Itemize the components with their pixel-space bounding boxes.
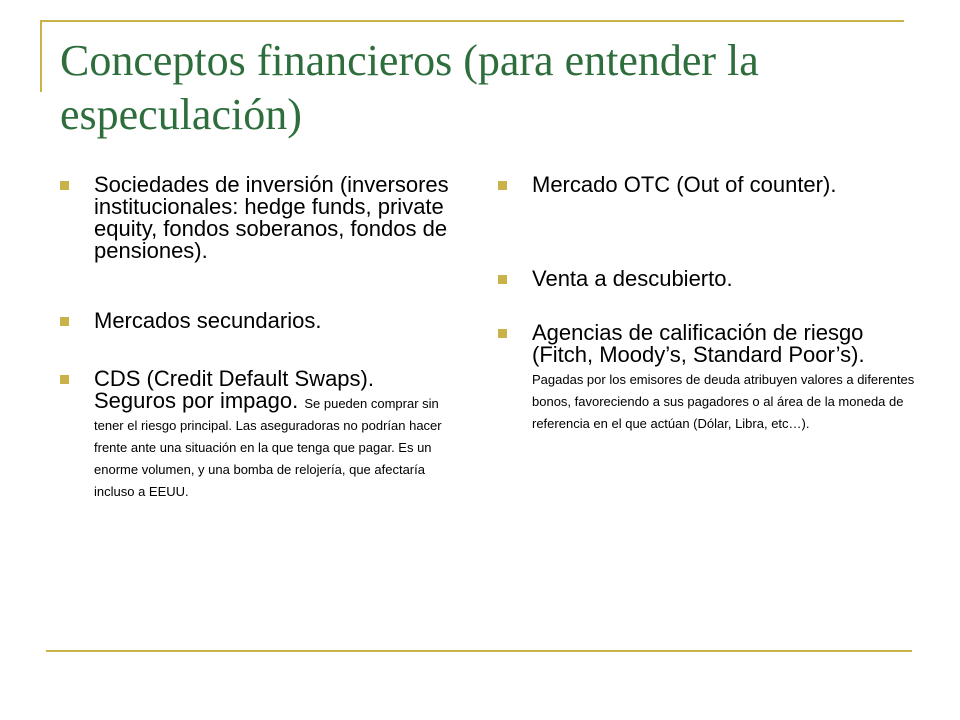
list-item-rating-agencies <box>498 322 918 432</box>
slide-title: Conceptos financieros (para entender la especulación) <box>60 36 759 139</box>
right-bullet-list <box>498 174 918 432</box>
square-bullet-icon <box>60 317 69 326</box>
square-bullet-icon <box>60 375 69 384</box>
left-bullet-list <box>60 174 460 500</box>
square-bullet-icon <box>498 329 507 338</box>
list-item-otc-market <box>498 174 918 196</box>
square-bullet-icon <box>498 275 507 284</box>
list-item-text: Sociedades de inversión (inversores institucionales: hedge funds, private equity, fondos soberanos, fondos de pensiones). <box>94 172 449 263</box>
top-vertical-rule <box>40 20 42 92</box>
list-item-cds <box>60 368 460 500</box>
list-item-note: Pagadas por los emisores de deuda atribuyen valores a diferentes bonos, favoreciendo a sus pagadores o al área de la moneda de referencia en el que actúan (Dólar, Libra, etc…). <box>532 372 915 431</box>
list-item-text: Mercados secundarios. <box>94 308 322 333</box>
list-item-investment-companies <box>60 174 460 262</box>
list-item-text: Agencias de calificación de riesgo (Fitch, Moody’s, Standard Poor’s). <box>532 320 865 367</box>
square-bullet-icon <box>60 181 69 190</box>
square-bullet-icon <box>498 181 507 190</box>
top-horizontal-rule <box>40 20 904 22</box>
list-item-text: Venta a descubierto. <box>532 266 733 291</box>
list-item-note: Se pueden comprar sin tener el riesgo principal. Las aseguradoras no podrían hacer frente ante una situación en la que tenga que pagar. Es un enorme volumen, y una bomba de relojería, que afectaría incluso a EEUU. <box>94 396 442 499</box>
list-item-text: Mercado OTC (Out of counter). <box>532 172 837 197</box>
list-item-short-selling <box>498 268 918 290</box>
list-item-text: CDS (Credit Default Swaps). Seguros por impago. <box>94 366 374 413</box>
list-item-secondary-markets <box>60 310 460 332</box>
bottom-horizontal-rule <box>46 650 912 652</box>
